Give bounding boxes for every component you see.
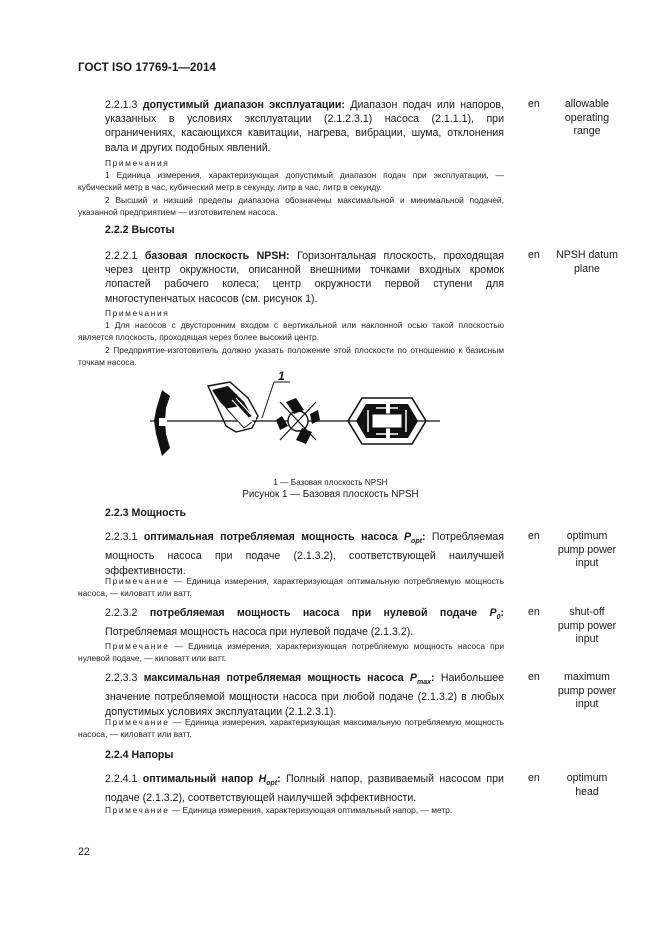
lang-code: en	[528, 606, 540, 618]
document-header: ГОСТ ISO 17769-1—2014	[78, 62, 216, 74]
lang-code: en	[528, 530, 540, 542]
impeller-multistage-drawing	[348, 398, 426, 444]
figure-caption: Рисунок 1 — Базовая плоскость NPSH	[242, 489, 419, 500]
notes-block-2: Примечания 1 Для насосов с двусторонним входом с вертикальной или наклонной осью такой плоскостью является плоскость, проходящая через более высокий центр. 2 Предприятие-изготовитель должно указать положение этой плоскости по отношению к базисным точкам насоса.	[78, 308, 504, 367]
note-2-2-3-1: Примечание — Единица измерения, характеризующая оптимальную потребляемую мощность насоса, — киловатт или ватт.	[78, 576, 504, 599]
lang-code: en	[528, 772, 540, 784]
term-entry-2-2-2-1: 2.2.2.1 базовая плоскость NPSH: Горизонтальная плоскость, проходящая через центр окружности, описанной внешними точками входных кромок лопастей рабочего колеса; центр окружности первой ступени для многоступенчатых насосов (см. рисунок 1).	[105, 250, 504, 305]
english-equivalent: allowable operating range	[564, 98, 610, 137]
term-entry-2-2-3-2: 2.2.3.2 потребляемая мощность насоса при нулевой подаче $P_0$: Потребляемая мощность насоса при нулевой подаче (2.1.3.2).	[105, 607, 504, 639]
english-equivalent: optimum pump power input	[557, 530, 617, 569]
figure-legend: 1 — Базовая плоскость NPSH	[273, 478, 388, 487]
term-entry-2-2-4-1: 2.2.4.1 оптимальный напор $H_{opt}$: Полный напор, развиваемый насосом при подаче (2.1.3.2), соответствующей наилучшей эффективности.	[105, 773, 504, 805]
lang-code: en	[528, 98, 540, 110]
lang-code: en	[528, 671, 540, 683]
impeller-left-drawing	[154, 390, 170, 456]
english-equivalent: maximum pump power input	[557, 671, 617, 710]
term-entry-2-2-3-1: 2.2.3.1 оптимальная потребляемая мощность насоса $P_{opt}$: Потребляемая мощность насоса при подаче (2.1.3.2), соответствующей наилучшей эффективности.	[105, 531, 504, 577]
note-2-2-3-3: Примечание — Единица измерения, характеризующая максимальную потребляемую мощность насоса, — киловатт или ватт.	[78, 717, 505, 740]
label-leader-line	[262, 382, 274, 418]
english-equivalent: shut-off pump power input	[557, 606, 617, 645]
english-equivalent: NPSH datum plane	[556, 249, 618, 275]
figure-npsh-datum-plane	[140, 368, 450, 474]
term-entry-2-2-1-3: 2.2.1.3 допустимый диапазон эксплуатации: Диапазон подач или напоров, указанных в условиях эксплуатации (2.1.2.3.1) насоса (2.1.1.1), при ограничениях, касающихся кавитации, нагрева, вибрации, шума, отклонения вала и других подобных явлений.	[105, 99, 504, 154]
section-heading-2-2-4: 2.2.4 Напоры	[105, 749, 174, 761]
english-equivalent: optimum head	[566, 772, 608, 798]
section-heading-2-2-3: 2.2.3 Мощность	[105, 507, 187, 519]
notes-block-1: Примечания 1 Единица измерения, характеризующая допустимый диапазон подач при эксплуатации, — кубический метр в час, кубический метр в секунду, литр в час, литр в секунду. 2 Высший и низший пределы диапазона обозначены максимальной и минимальной подачей, указанной предприятием — изготовителем насоса.	[78, 158, 504, 217]
section-heading-2-2-2: 2.2.2 Высоты	[105, 224, 175, 236]
page-number: 22	[78, 846, 90, 858]
note-2-2-4-1: Примечание — Единица измерения, характеризующая оптимальный напор, — метр.	[105, 805, 453, 815]
note-2-2-3-2: Примечание — Единица измерения, характеризующая потребляемую мощность насоса при нулевой подаче, — киловатт или ватт.	[78, 641, 505, 664]
lang-code: en	[528, 249, 540, 261]
impeller-double-drawing	[276, 398, 320, 444]
impeller-inclined-drawing	[208, 382, 258, 432]
term-entry-2-2-3-3: 2.2.3.3 максимальная потребляемая мощность насоса $P_{max}$: Наибольшее значение потребляемой мощности насоса при любой подаче (2.1.3.2) в любых допустимых условиях эксплуатации (2.1.2.3.1).	[105, 672, 504, 718]
figure-label-1: 1	[278, 369, 285, 383]
